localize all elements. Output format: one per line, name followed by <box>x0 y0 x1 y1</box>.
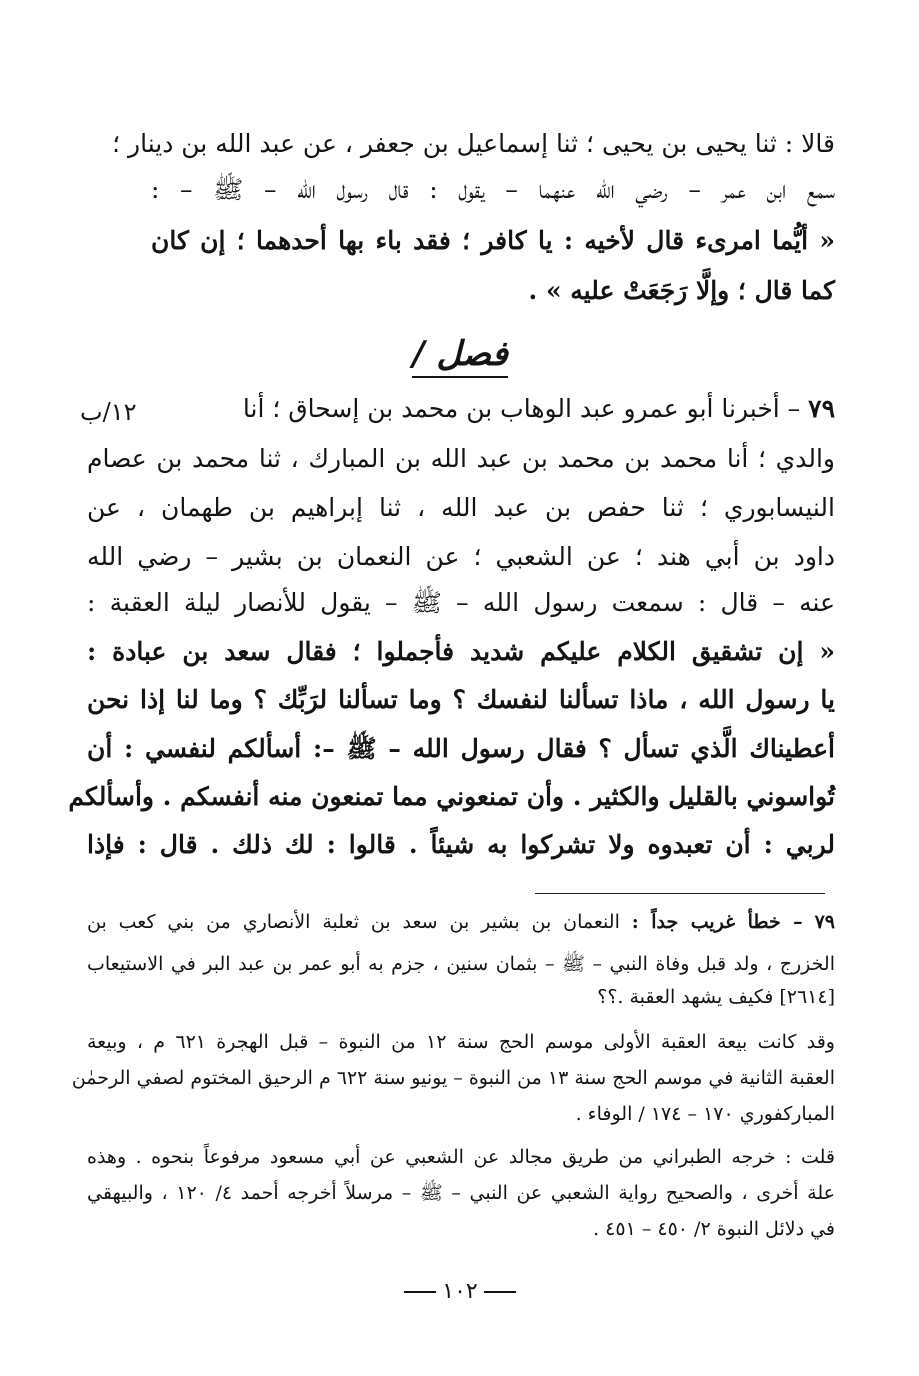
bold-text-line: تُواسوني بالقليل والكثير . وأن تمنعوني مما تمنعون منه أنفسكم . وأسألكم <box>68 782 835 811</box>
text-line: داود بن أبي هند ؛ عن الشعبي ؛ عن النعمان بن بشير – رضي الله <box>87 542 835 571</box>
footnote-line: في دلائل النبوة ٢/ ٤٥٠ – ٤٥١ . <box>593 1218 835 1240</box>
margin-note: ١٢/ب <box>80 398 137 426</box>
page-number-dash <box>404 1291 436 1293</box>
hadith-line-text: – أخبرنا أبو عمرو عبد الوهاب بن محمد بن إسحاق ؛ أنا <box>242 394 801 423</box>
footnote-separator <box>535 893 825 894</box>
footnote-number: ٧٩ <box>814 911 835 933</box>
page-number <box>380 1272 540 1312</box>
footnote-line <box>87 905 835 939</box>
footnote-text: النعمان بن بشير بن سعد بن ثعلبة الأنصاري من بني كعب بن <box>87 911 620 933</box>
footnote-line: علة أخرى ، والصحيح رواية الشعبي عن النبي – ﷺ – مرسلاً أخرجه أحمد ٤/ ١٢٠ ، والبيهقي <box>87 1182 835 1204</box>
text-line: سمع ابن عمر – رضي الله عنهما – يقول : قال رسول الله – ﷺ – : <box>151 175 835 204</box>
bold-text-line: أعطيناك الَّذي تسأل ؟ فقال رسول الله – ﷺ –: أسألكم لنفسي : أن <box>87 734 835 763</box>
bold-text-line: « إن تشقيق الكلام عليكم شديد فأجملوا ؛ فقال سعد بن عبادة : <box>87 637 835 666</box>
hadith-number: ٧٩ <box>808 394 835 423</box>
footnote-line: الخزرج ، ولد قبل وفاة النبي – ﷺ – بثمان سنين ، جزم به أبو عمر بن عبد البر في الاستيعاب <box>87 953 835 975</box>
footnote-line: [٢٦١٤] فكيف يشهد العقبة .؟؟ <box>597 986 835 1008</box>
footnote-line: المباركفوري ١٧٠ – ١٧٤ / الوفاء . <box>575 1103 835 1125</box>
bold-text-line: لربي : أن تعبدوه ولا تشركوا به شيئاً . قالوا : لك ذلك . قال : فإذا <box>87 830 835 859</box>
bold-text-line: « أيُّما امرىء قال لأخيه : يا كافر ؛ فقد باء بها أحدهما ؛ إن كان <box>151 226 835 255</box>
footnote-line: وقد كانت بيعة العقبة الأولى موسم الحج سنة ١٢ من النبوة – قبل الهجرة ٦٢١ م ، وبيعة <box>87 1031 835 1053</box>
section-heading <box>380 326 540 382</box>
footnote-label: – خطأ غريب جداً : <box>631 911 803 933</box>
text-line: والدي ؛ أنا محمد بن محمد بن عبد الله بن المبارك ، ثنا محمد بن عصام <box>87 444 835 473</box>
bold-text-line: كما قال ؛ وإلَّا رَجَعَتْ عليه » . <box>528 276 835 305</box>
bold-text-line: يا رسول الله ، ماذا تسألنا لنفسك ؟ وما تسألنا لرَبِّك ؟ وما لنا إذا نحن <box>87 685 835 714</box>
text-line: قالا : ثنا يحيى بن يحيى ؛ ثنا إسماعيل بن جعفر ، عن عبد الله بن دينار ؛ <box>112 129 835 158</box>
page-number-dash <box>484 1291 516 1293</box>
page-number-text: ١٠٢ <box>442 1279 478 1304</box>
footnote-line: قلت : خرجه الطبراني من طريق مجالد عن الشعبي عن أبي مسعود مرفوعاً بنحوه . وهذه <box>87 1146 835 1168</box>
footnote-line: العقبة الثانية في موسم الحج سنة ١٣ من النبوة – يونيو سنة ٦٢٢ م الرحيق المختوم لصفي الرحمٰن <box>71 1067 835 1089</box>
text-line: النيسابوري ؛ ثنا حفص بن عبد الله ، ثنا إبراهيم بن طهمان ، عن <box>87 493 835 522</box>
text-line: عنه – قال : سمعت رسول الله – ﷺ – يقول للأنصار ليلة العقبة : <box>87 588 835 617</box>
section-heading-text: فصل / <box>412 334 508 378</box>
hadith-first-line <box>151 387 835 431</box>
